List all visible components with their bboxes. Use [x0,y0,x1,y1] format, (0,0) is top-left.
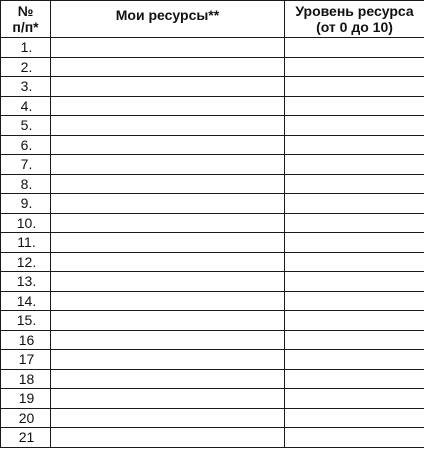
level-cell[interactable] [285,96,424,116]
level-cell[interactable] [285,272,424,292]
row-number: 15. [1,311,51,331]
header-number [1,1,51,38]
table-body [1,38,424,448]
row-number: 9. [1,194,51,214]
level-cell[interactable] [285,291,424,311]
level-cell[interactable] [285,77,424,97]
resource-cell[interactable] [51,369,285,389]
resource-cell[interactable] [51,330,285,350]
resource-cell[interactable] [51,428,285,448]
table-row [1,155,424,175]
table-row [1,96,424,116]
resource-cell[interactable] [51,252,285,272]
header-resources-label: Мои ресурсы** [115,7,220,23]
row-number: 13. [1,272,51,292]
level-cell[interactable] [285,330,424,350]
row-number: 10. [1,213,51,233]
resource-cell[interactable] [51,155,285,175]
table-row [1,350,424,370]
table-row [1,135,424,155]
row-number: 2. [1,57,51,77]
level-cell[interactable] [285,369,424,389]
table-row [1,77,424,97]
row-number: 3. [1,77,51,97]
resource-cell[interactable] [51,408,285,428]
header-row [1,1,424,38]
level-cell[interactable] [285,174,424,194]
level-cell[interactable] [285,135,424,155]
resource-cell[interactable] [51,174,285,194]
table-row [1,57,424,77]
header-level-label: Уровень ресурса [295,3,414,19]
row-number: 8. [1,174,51,194]
level-cell[interactable] [285,389,424,409]
resource-cell[interactable] [51,194,285,214]
row-number: 17 [1,350,51,370]
resource-cell[interactable] [51,116,285,136]
level-cell[interactable] [285,408,424,428]
table-row [1,213,424,233]
row-number: 4. [1,96,51,116]
table-row [1,369,424,389]
level-cell[interactable] [285,311,424,331]
row-number: 16 [1,330,51,350]
resource-cell[interactable] [51,135,285,155]
resource-cell[interactable] [51,389,285,409]
level-cell[interactable] [285,38,424,58]
row-number: 18 [1,369,51,389]
row-number: 6. [1,135,51,155]
resource-cell[interactable] [51,57,285,77]
header-resources [51,1,285,38]
table-row [1,116,424,136]
table-row [1,408,424,428]
row-number: 14. [1,291,51,311]
level-cell[interactable] [285,213,424,233]
row-number: 21 [1,428,51,448]
table-row [1,174,424,194]
level-cell[interactable] [285,252,424,272]
level-cell[interactable] [285,233,424,253]
table-row [1,389,424,409]
resource-cell[interactable] [51,77,285,97]
header-number-symbol: № [17,3,34,19]
row-number: 7. [1,155,51,175]
table-row [1,194,424,214]
level-cell[interactable] [285,116,424,136]
resource-cell[interactable] [51,233,285,253]
level-cell[interactable] [285,57,424,77]
resource-cell[interactable] [51,96,285,116]
row-number: 20 [1,408,51,428]
header-level-range: (от 0 до 10) [316,19,393,35]
table-row [1,291,424,311]
level-cell[interactable] [285,350,424,370]
row-number: 19 [1,389,51,409]
resource-cell[interactable] [51,291,285,311]
header-number-label: п/п* [12,19,39,35]
row-number: 5. [1,116,51,136]
level-cell[interactable] [285,428,424,448]
table-row [1,272,424,292]
header-level [285,1,424,38]
resource-cell[interactable] [51,38,285,58]
level-cell[interactable] [285,155,424,175]
row-number: 12. [1,252,51,272]
resource-cell[interactable] [51,272,285,292]
table-row [1,233,424,253]
table-row [1,38,424,58]
table-row [1,428,424,448]
resource-cell[interactable] [51,213,285,233]
resource-cell[interactable] [51,350,285,370]
resource-cell[interactable] [51,311,285,331]
table-row [1,311,424,331]
row-number: 1. [1,38,51,58]
table-row [1,252,424,272]
table-row [1,330,424,350]
level-cell[interactable] [285,194,424,214]
row-number: 11. [1,233,51,253]
